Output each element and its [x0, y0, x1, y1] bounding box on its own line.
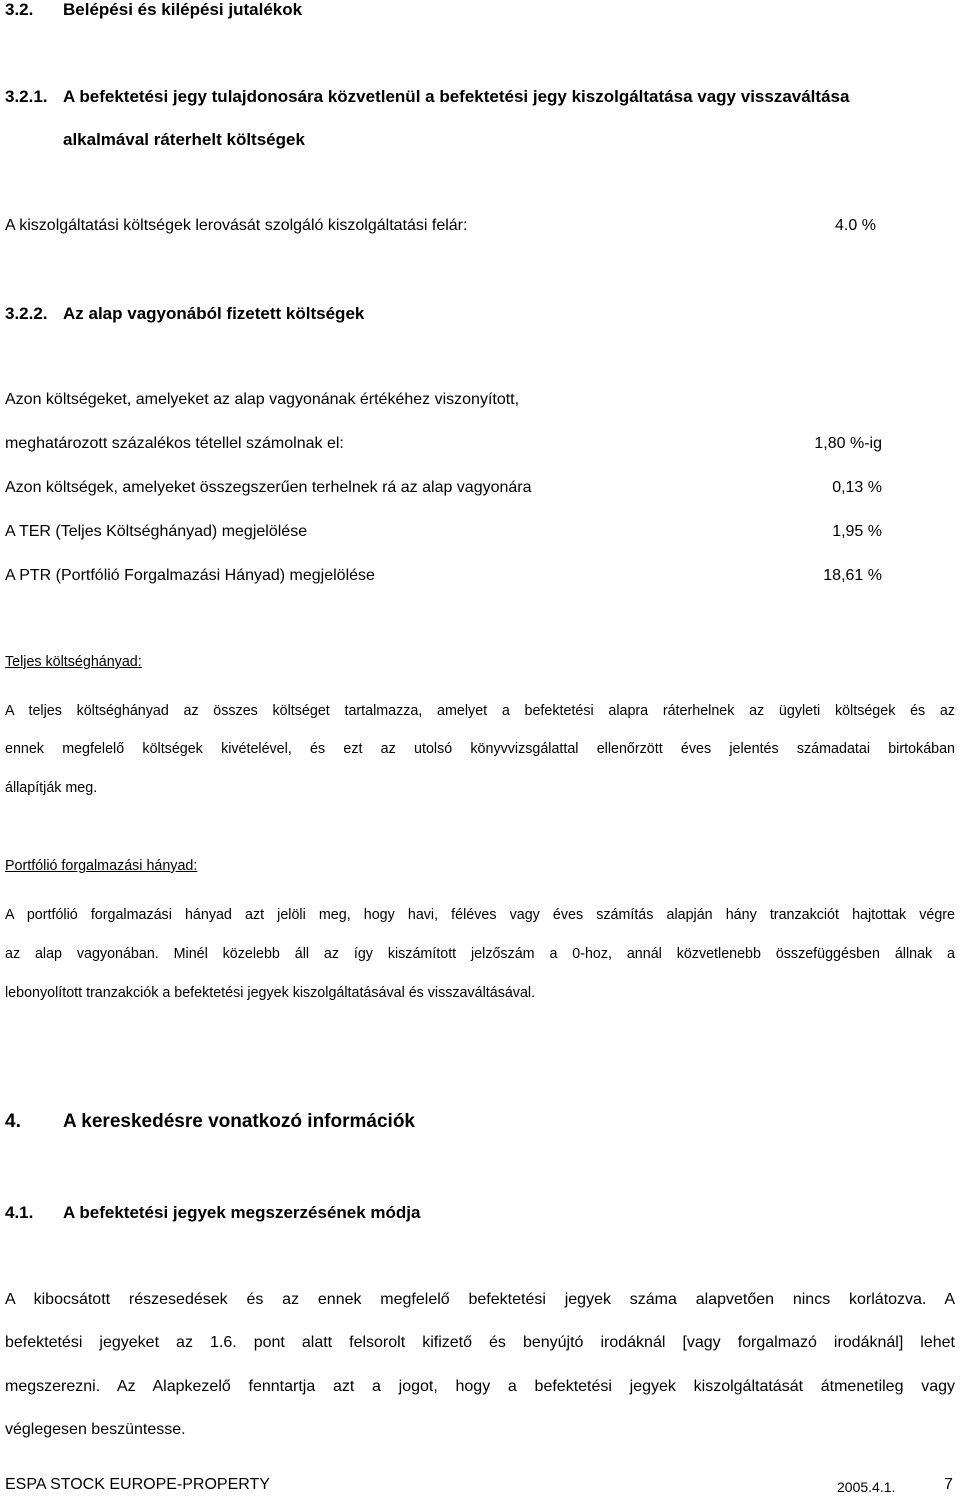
- section-3-2-number: 3.2.: [5, 0, 34, 19]
- ter-paragraph-line: állapítják meg.: [5, 780, 98, 796]
- ter-heading: Teljes költséghányad:: [5, 654, 142, 670]
- fee-value: 4.0 %: [835, 217, 876, 234]
- section-4-1-paragraph-line: megszerezni. Az Alapkezelő fenntartja azt a jogot, hogy a befektetési jegyek kiszolgáltatását átmenetileg vagy: [5, 1378, 955, 1395]
- ptr-paragraph-line: lebonyolított tranzakciók a befektetési jegyek kiszolgáltatásával és visszaváltásával.: [5, 985, 536, 1001]
- section-4-1-number: 4.1.: [5, 1203, 34, 1222]
- section-3-2-1-title-line2: alkalmával ráterhelt költségek: [63, 130, 305, 149]
- cost-row-label: Azon költségeket, amelyeket az alap vagyonának értékéhez viszonyított,: [5, 391, 520, 408]
- cost-row-value: 1,95 %: [832, 523, 882, 540]
- cost-row-value: 18,61 %: [823, 567, 882, 584]
- cost-row-label: meghatározott százalékos tétellel számolnak el:: [5, 435, 344, 452]
- section-4-number: 4.: [5, 1111, 21, 1132]
- ptr-paragraph-line: az alap vagyonában. Minél közelebb áll az így kiszámított jelzőszám a 0-hoz, annál közvetlenebb összefüggésben állnak a: [5, 946, 955, 962]
- section-3-2-1-title-line1: A befektetési jegy tulajdonosára közvetlenül a befektetési jegy kiszolgáltatása vagy visszaváltása: [63, 87, 850, 106]
- section-4-1-title: A befektetési jegyek megszerzésének módja: [63, 1203, 421, 1222]
- cost-row-label: Azon költségek, amelyeket összegszerűen terhelnek rá az alap vagyonára: [5, 479, 532, 496]
- section-4-1-paragraph-line: véglegesen beszüntesse.: [5, 1421, 186, 1438]
- section-4-1-paragraph-line: A kibocsátott részesedések és az ennek megfelelő befektetési jegyek száma alapvetően nincs korlátozva. A: [5, 1291, 955, 1308]
- cost-row-value: 1,80 %-ig: [814, 435, 882, 452]
- section-4-1-paragraph-line: befektetési jegyeket az 1.6. pont alatt felsorolt kifizető és benyújtó irodáknál [vagy forgalmazó irodáknál] lehet: [5, 1334, 955, 1351]
- footer-page-number: 7: [944, 1476, 953, 1493]
- section-4-title: A kereskedésre vonatkozó információk: [63, 1111, 415, 1132]
- section-3-2-title: Belépési és kilépési jutalékok: [63, 0, 303, 19]
- section-3-2-2-number: 3.2.2.: [5, 304, 48, 323]
- section-3-2-1-number: 3.2.1.: [5, 87, 48, 106]
- ter-paragraph-line: ennek megfelelő költségek kivételével, és ezt az utolsó könyvvizsgálattal ellenőrzött éves jelentés számadatai birtokában: [5, 741, 955, 757]
- ter-paragraph-line: A teljes költséghányad az összes költséget tartalmazza, amelyet a befektetési alapra ráterhelnek az ügyleti költségek és az: [5, 703, 955, 719]
- ptr-paragraph-line: A portfólió forgalmazási hányad azt jelöli meg, hogy havi, féléves vagy éves számítás alapján hány tranzakciót hajtottak végre: [5, 907, 955, 923]
- cost-row-value: 0,13 %: [832, 479, 882, 496]
- footer-document-title: ESPA STOCK EUROPE-PROPERTY: [5, 1476, 270, 1493]
- cost-row-label: A TER (Teljes Költséghányad) megjelölése: [5, 523, 308, 540]
- cost-row-label: A PTR (Portfólió Forgalmazási Hányad) megjelölése: [5, 567, 375, 584]
- footer-date: 2005.4.1.: [837, 1479, 896, 1495]
- fee-label: A kiszolgáltatási költségek lerovását szolgáló kiszolgáltatási felár:: [5, 217, 468, 234]
- ptr-heading: Portfólió forgalmazási hányad:: [5, 858, 198, 874]
- section-3-2-2-title: Az alap vagyonából fizetett költségek: [63, 304, 365, 323]
